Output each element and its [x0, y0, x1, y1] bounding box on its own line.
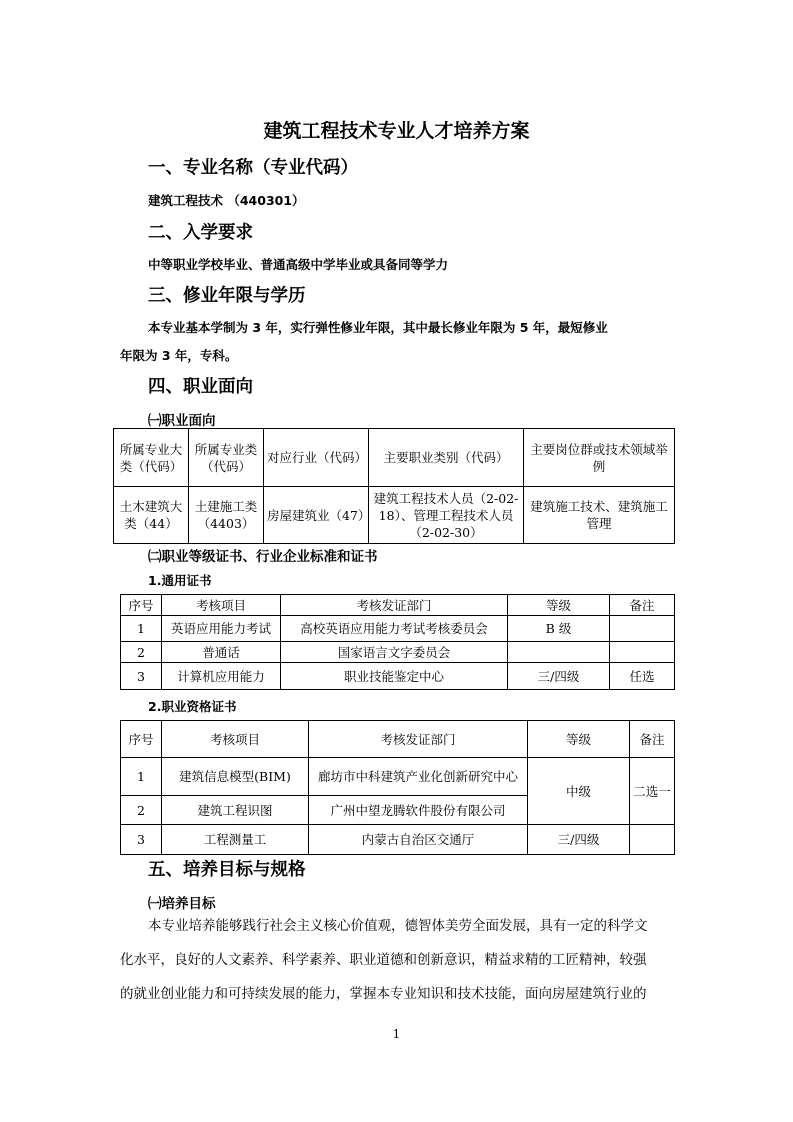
- table-header: 等级: [528, 721, 630, 758]
- goals-line-2: 化水平，良好的人文素养、科学素养、职业道德和创新意识，精益求精的工匠精神，较强: [120, 952, 647, 968]
- table-cell: 建筑施工技术、建筑施工管理: [524, 487, 675, 544]
- table-cell: 2: [121, 642, 162, 663]
- table-header: 考核发证部门: [281, 595, 508, 616]
- table-header: 主要职业类别（代码）: [369, 429, 524, 487]
- table-header: 考核项目: [162, 595, 281, 616]
- document-title: 建筑工程技术专业人才培养方案: [263, 120, 530, 142]
- table-header: 备注: [610, 595, 675, 616]
- subsection-certificates-heading: ㈡职业等级证书、行业企业标准和证书: [148, 549, 378, 565]
- table-cell: 计算机应用能力: [162, 663, 281, 690]
- table-cell: 2: [121, 796, 162, 825]
- table-cell: [610, 642, 675, 663]
- merged-note-cell: 二选一: [630, 758, 675, 825]
- table-cell: 房屋建筑业（47）: [264, 487, 369, 544]
- table-cell: [630, 825, 675, 855]
- section-3-heading: 三、修业年限与学历: [148, 286, 306, 306]
- section-2-heading: 二、入学要求: [148, 223, 253, 243]
- table-cell: 广州中望龙腾软件股份有限公司: [309, 796, 528, 825]
- table-header: 序号: [121, 595, 162, 616]
- table-header: 序号: [121, 721, 162, 758]
- major-name-code: 建筑工程技术 （440301）: [148, 193, 305, 208]
- table-cell: 3: [121, 825, 162, 855]
- career-table: [113, 428, 675, 544]
- table-header: 考核发证部门: [309, 721, 528, 758]
- subsection-career-heading: ㈠职业面向: [148, 413, 216, 429]
- table-cell: 廊坊市中科建筑产业化创新研究中心: [309, 758, 528, 796]
- duration-line-2: 年限为 3 年，专科。: [120, 348, 238, 363]
- section-1-heading: 一、专业名称（专业代码）: [148, 158, 358, 178]
- page-number: 1: [392, 1027, 401, 1041]
- table-cell: 建筑工程识图: [162, 796, 309, 825]
- general-certificates-table: [120, 594, 675, 690]
- admission-requirement: 中等职业学校毕业、普通高级中学毕业或具备同等学力: [148, 257, 449, 272]
- table-cell: 工程测量工: [162, 825, 309, 855]
- table-header: 等级: [508, 595, 610, 616]
- table-cell: 任选: [610, 663, 675, 690]
- section-4-heading: 四、职业面向: [148, 377, 253, 397]
- table-cell: 1: [121, 616, 162, 642]
- qualification-certificates-table: [120, 720, 675, 855]
- table-cell: 三/四级: [508, 663, 610, 690]
- table-cell: 英语应用能力考试: [162, 616, 281, 642]
- table-cell: 3: [121, 663, 162, 690]
- table-header: 所属专业大类（代码）: [114, 429, 189, 487]
- table-header: 备注: [630, 721, 675, 758]
- table-cell: 建筑工程技术人员（2-02-18）、管理工程技术人员（2-02-30）: [369, 487, 524, 544]
- table-cell: 建筑信息模型(BIM): [162, 758, 309, 796]
- table-header: 考核项目: [162, 721, 309, 758]
- subsection-goals-heading: ㈠培养目标: [148, 896, 216, 912]
- qualification-certificates-heading: 2.职业资格证书: [148, 699, 237, 714]
- table-cell: 土木建筑大类（44）: [114, 487, 189, 544]
- table-cell: [610, 616, 675, 642]
- general-certificates-heading: 1.通用证书: [148, 573, 212, 588]
- table-header: 所属专业类（代码）: [189, 429, 264, 487]
- table-cell: B 级: [508, 616, 610, 642]
- table-cell: 普通话: [162, 642, 281, 663]
- duration-line-1: 本专业基本学制为 3 年，实行弹性修业年限，其中最长修业年限为 5 年，最短修业: [148, 320, 608, 335]
- table-cell: 土建施工类（4403）: [189, 487, 264, 544]
- table-cell: 国家语言文字委员会: [281, 642, 508, 663]
- table-cell: 职业技能鉴定中心: [281, 663, 508, 690]
- section-5-heading: 五、培养目标与规格: [148, 860, 306, 880]
- table-cell: 高校英语应用能力考试考核委员会: [281, 616, 508, 642]
- merged-level-cell: 中级: [528, 758, 630, 825]
- table-cell: 三/四级: [528, 825, 630, 855]
- table-header: 主要岗位群或技术领域举例: [524, 429, 675, 487]
- goals-line-3: 的就业创业能力和可持续发展的能力，掌握本专业知识和技术技能，面向房屋建筑行业的: [120, 986, 647, 1002]
- table-cell: 1: [121, 758, 162, 796]
- table-header: 对应行业（代码）: [264, 429, 369, 487]
- table-cell: 内蒙古自治区交通厅: [309, 825, 528, 855]
- goals-line-1: 本专业培养能够践行社会主义核心价值观，德智体美劳全面发展，具有一定的科学文: [148, 918, 648, 934]
- table-cell: [508, 642, 610, 663]
